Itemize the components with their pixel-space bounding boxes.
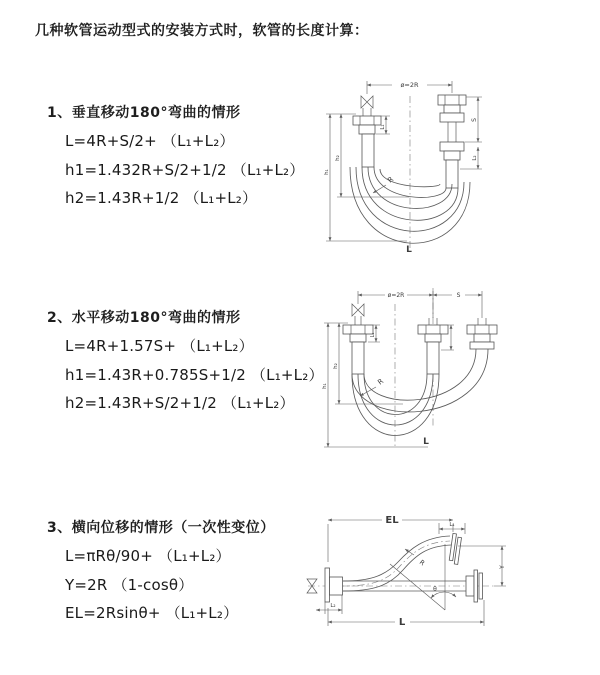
section-3-heading: 3、横向位移的情形（一次性变位） xyxy=(47,520,275,536)
formula-line: L=4R+1.57S+ （L₁+L₂） xyxy=(65,337,254,355)
braided-hose-section xyxy=(362,134,374,167)
dim-label-l2: L₂ xyxy=(330,603,336,609)
section-lateral-displacement xyxy=(47,517,275,628)
formula-line: h2=1.43R+S/2+1/2 （L₁+L₂） xyxy=(65,394,295,412)
formula-line: L=4R+S/2+ （L₁+L₂） xyxy=(65,132,235,150)
hose-u-bend-position-1 xyxy=(352,374,439,436)
dim-label-l1: L₁ xyxy=(380,124,386,130)
dim-label-2r: ø=2R xyxy=(387,292,405,299)
dim-label-h2: h₂ xyxy=(335,155,341,161)
dim-label-h1: h₁ xyxy=(324,169,330,175)
length-label: L xyxy=(406,245,412,255)
section-horizontal-movement xyxy=(47,307,324,418)
dim-label-l2: L₂ xyxy=(472,155,478,161)
length-label: L xyxy=(398,617,406,628)
braided-hose-section xyxy=(427,342,439,374)
formula-line: h1=1.432R+S/2+1/2 （L₁+L₂） xyxy=(65,160,305,179)
formula-line: Y=2R （1-cosθ） xyxy=(65,575,194,594)
diagram-lateral-displacement xyxy=(298,498,566,648)
dim-label-l1: L₁ xyxy=(370,332,376,338)
section-vertical-movement xyxy=(47,102,304,213)
radius-label: R xyxy=(386,175,396,185)
section-2-heading: 2、水平移动180°弯曲的情形 xyxy=(47,310,241,326)
radius-label: R xyxy=(376,377,386,387)
flange-displaced xyxy=(449,533,462,564)
angle-label: θ xyxy=(433,586,437,593)
radius-label: R xyxy=(417,558,427,568)
section-3-formulas xyxy=(47,542,275,628)
formula-line: EL=2Rsinθ+ （L₁+L₂） xyxy=(65,604,239,622)
valve-icon xyxy=(361,96,373,108)
dim-label-h1: h₁ xyxy=(322,383,328,389)
dim-label-l1: L₁ xyxy=(449,522,455,528)
valve-icon xyxy=(352,304,364,316)
dim-label-el: EL xyxy=(385,515,399,526)
dim-label-s: S xyxy=(471,118,478,122)
formula-line: h2=1.43R+1/2 （L₁+L₂） xyxy=(65,189,258,207)
dim-label-h2: h₂ xyxy=(333,363,339,369)
length-label: L xyxy=(423,437,429,447)
dim-label-s: S xyxy=(456,292,461,299)
section-2-formulas xyxy=(47,332,324,418)
dim-label-y: Y xyxy=(499,565,506,569)
diagram-horizontal-180-bend xyxy=(310,280,555,458)
braided-hose-section xyxy=(352,342,364,374)
dim-label-2r: ø=2R xyxy=(400,81,419,89)
hose-s-curve xyxy=(343,536,451,591)
formula-line: L=πRθ/90+ （L₁+L₂） xyxy=(65,547,231,565)
section-1-formulas xyxy=(47,127,304,213)
braided-hose-section xyxy=(446,160,458,188)
diagram-vertical-180-bend xyxy=(310,70,555,265)
page-title: 几种软管运动型式的安装方式时，软管的长度计算： xyxy=(35,23,369,39)
formula-line: h1=1.43R+0.785S+1/2 （L₁+L₂） xyxy=(65,365,324,384)
section-1-heading: 1、垂直移动180°弯曲的情形 xyxy=(47,105,241,121)
